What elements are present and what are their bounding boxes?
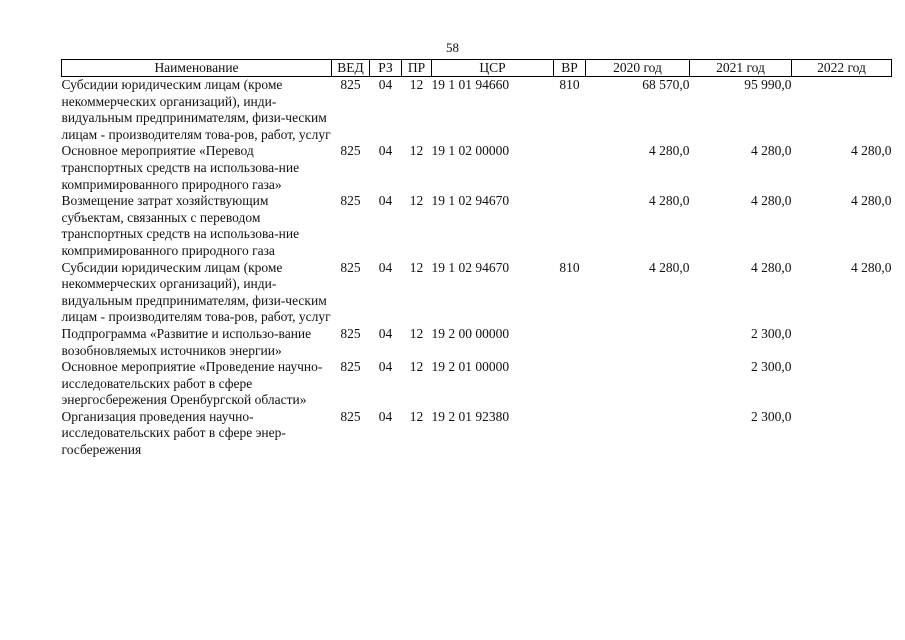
- header-csr: ЦСР: [432, 60, 554, 77]
- page-number: 58: [446, 40, 459, 55]
- row-pr: 12: [409, 359, 424, 375]
- row-name: Основное мероприятие «Перевод транспортных средств на использова-ние компримированного природного газа»: [61, 143, 300, 192]
- table-row: [62, 326, 892, 359]
- row-pr: 12: [409, 325, 424, 341]
- row-2021: 2 300,0: [751, 359, 792, 375]
- header-vr: ВР: [554, 60, 586, 77]
- budget-table: [61, 59, 892, 459]
- row-ved: 825: [340, 193, 361, 209]
- row-pr: 12: [409, 143, 424, 159]
- row-name: Возмещение затрат хозяйствующим субъектам, связанных с переводом транспортных средств на использова-ние компримированного природного газа: [61, 193, 300, 258]
- row-2020: [586, 359, 690, 409]
- row-name: Организация проведения научно-исследовательских работ в сфере энер-госбережения: [61, 408, 286, 458]
- table-row: [62, 77, 892, 144]
- row-rz: 04: [378, 359, 393, 375]
- row-rz: 04: [378, 259, 393, 275]
- row-2020: 68 570,0: [642, 77, 690, 92]
- row-2022: 4 280,0: [851, 193, 892, 209]
- row-name: Субсидии юридическим лицам (кроме некоммерческих организаций), инди-видуальным предпринимателям, физи-ческим лицам - производителям това-ров, работ, услуг: [61, 259, 331, 325]
- row-2021: 2 300,0: [751, 408, 792, 424]
- row-ved: 825: [340, 408, 361, 424]
- row-rz: 04: [378, 193, 393, 209]
- table-header: [62, 60, 892, 77]
- row-csr: 19 1 01 94660: [431, 77, 510, 92]
- row-pr: 12: [409, 259, 424, 275]
- row-2020: 4 280,0: [649, 259, 690, 275]
- row-rz: 04: [378, 77, 393, 92]
- row-csr: 19 2 01 92380: [431, 408, 510, 424]
- row-name: Субсидии юридическим лицам (кроме некоммерческих организаций), инди-видуальным предпринимателям, физи-ческим лицам - производителям това-ров, работ, услуг: [61, 77, 331, 142]
- header-name: Наименование: [62, 60, 332, 77]
- row-csr: 19 2 00 00000: [431, 325, 510, 341]
- row-vr: [554, 359, 586, 409]
- row-rz: 04: [378, 325, 393, 341]
- row-ved: 825: [340, 259, 361, 275]
- row-vr: [554, 409, 586, 459]
- row-2020: 4 280,0: [649, 143, 690, 159]
- row-csr: 19 1 02 00000: [431, 143, 510, 159]
- table-row: [62, 409, 892, 459]
- table-row: [62, 359, 892, 409]
- header-2020: 2020 год: [586, 60, 690, 77]
- row-2022: 4 280,0: [851, 259, 892, 275]
- row-2022: 4 280,0: [851, 143, 892, 159]
- row-2022: [792, 359, 892, 409]
- row-ved: 825: [340, 325, 361, 341]
- row-ved: 825: [340, 143, 361, 159]
- row-2022: [792, 409, 892, 459]
- row-2020: [586, 409, 690, 459]
- header-2022: 2022 год: [792, 60, 892, 77]
- row-vr: [554, 143, 586, 193]
- row-csr: 19 2 01 00000: [431, 359, 510, 375]
- table-row: [62, 193, 892, 259]
- row-2021: 4 280,0: [751, 193, 792, 209]
- row-pr: 12: [409, 77, 424, 92]
- row-vr: 810: [559, 77, 580, 92]
- row-ved: 825: [340, 77, 361, 92]
- table-row: [62, 260, 892, 326]
- row-2020: 4 280,0: [649, 193, 690, 209]
- row-2021: 95 990,0: [744, 77, 792, 92]
- row-name: Подпрограмма «Развитие и использо-вание возобновляемых источников энергии»: [61, 325, 312, 358]
- header-rz: РЗ: [370, 60, 402, 77]
- row-vr: 810: [559, 259, 580, 275]
- row-ved: 825: [340, 359, 361, 375]
- row-pr: 12: [409, 193, 424, 209]
- header-2021: 2021 год: [690, 60, 792, 77]
- row-vr: [554, 193, 586, 259]
- header-ved: ВЕД: [332, 60, 370, 77]
- row-rz: 04: [378, 408, 393, 424]
- table-body: [62, 77, 892, 459]
- row-vr: [554, 326, 586, 359]
- row-2021: 4 280,0: [751, 143, 792, 159]
- row-2020: [586, 326, 690, 359]
- row-name: Основное мероприятие «Проведение научно-исследовательских работ в сфере энергосбережения Оренбургской области»: [61, 359, 323, 408]
- row-2022: [792, 326, 892, 359]
- row-csr: 19 1 02 94670: [431, 193, 510, 209]
- row-rz: 04: [378, 143, 393, 159]
- row-2021: 4 280,0: [751, 259, 792, 275]
- row-csr: 19 1 02 94670: [431, 259, 510, 275]
- row-2021: 2 300,0: [751, 325, 792, 341]
- header-pr: ПР: [402, 60, 432, 77]
- table-row: [62, 143, 892, 193]
- row-pr: 12: [409, 408, 424, 424]
- row-2022: [792, 77, 892, 144]
